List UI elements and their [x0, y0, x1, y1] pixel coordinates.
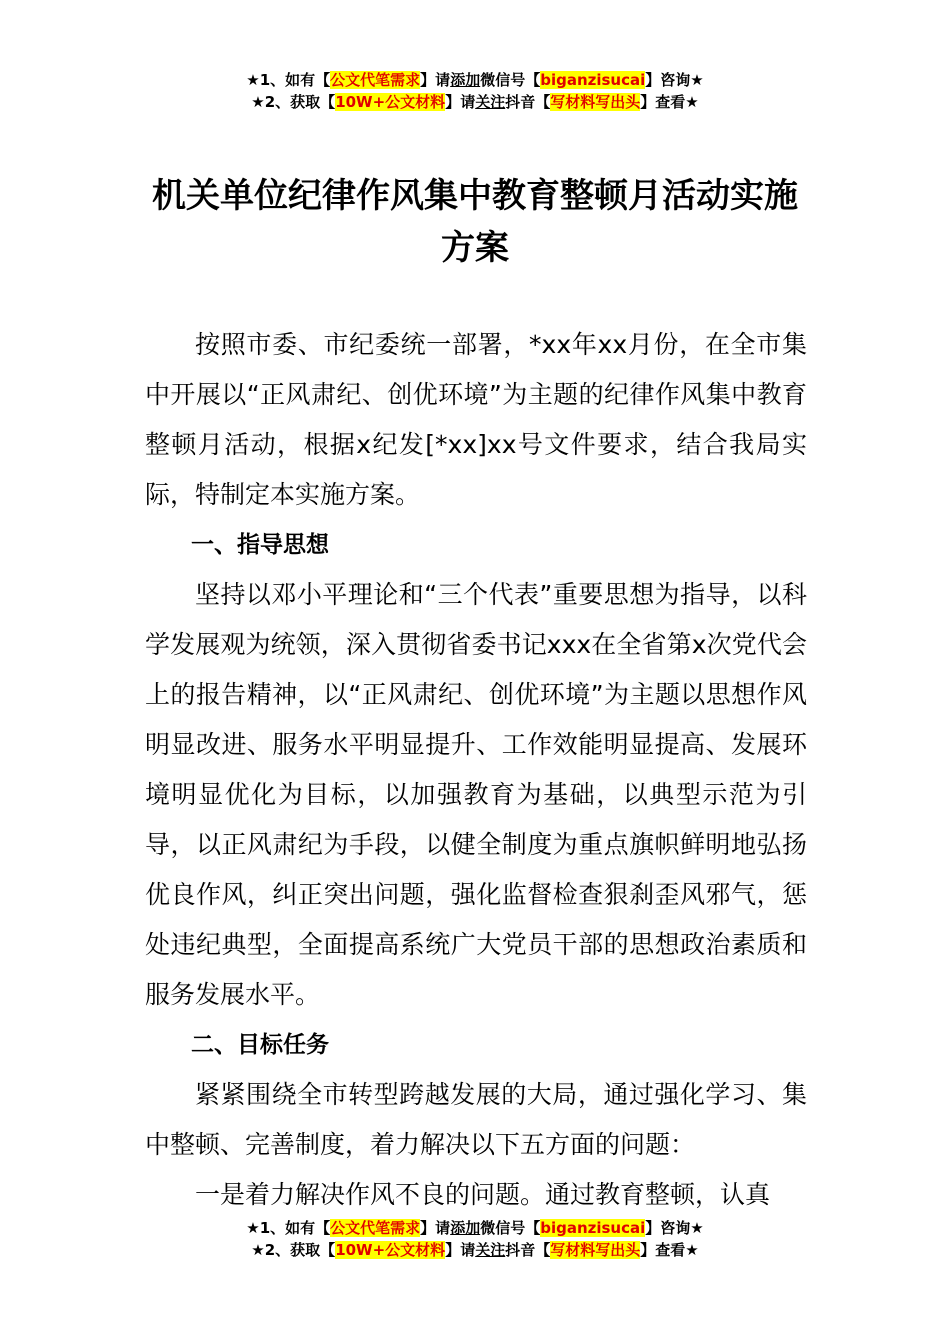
promo-text: 】请	[420, 71, 451, 89]
promo-underlined: 添加	[450, 71, 481, 89]
star-icon: ★	[246, 71, 260, 89]
intro-paragraph: 按照市委、市纪委统一部署，*xx年xx月份，在全市集中开展以“正风肃纪、创优环境”为主题的纪律作风集中教育整顿月活动，根据x纪发[*xx]xx号文件要求，结合我局实际，特制定本实施方案。	[145, 330, 807, 509]
star-icon: ★	[251, 93, 265, 111]
promo-line-2	[0, 91, 950, 113]
star-icon: ★	[246, 1219, 260, 1237]
promo-underlined: 关注	[475, 1241, 506, 1259]
highlight-materials: 10W+公文材料	[335, 1241, 446, 1259]
promo-line-1	[0, 69, 950, 91]
goals-paragraph: 紧紧围绕全市转型跨越发展的大局，通过强化学习、集中整顿、完善制度，着力解决以下五方面的问题：	[145, 1080, 807, 1159]
promo-text: 2、获取【	[264, 93, 336, 111]
promo-text: 】请	[445, 93, 476, 111]
promo-line-2	[0, 1239, 950, 1261]
section-heading-goals: 二、目标任务	[191, 1032, 329, 1058]
promo-header	[0, 69, 950, 113]
promo-underlined: 关注	[475, 93, 506, 111]
promo-text: 1、如有【	[259, 71, 331, 89]
promo-text: 】咨询★	[645, 71, 704, 89]
promo-text: 】查看★	[640, 1241, 699, 1259]
promo-underlined: 添加	[450, 1219, 481, 1237]
promo-footer	[0, 1217, 950, 1261]
promo-text: 微信号【	[480, 71, 541, 89]
promo-text: 】查看★	[640, 93, 699, 111]
guiding-thought-paragraph: 坚持以邓小平理论和“三个代表”重要思想为指导，以科学发展观为统领，深入贯彻省委书记xxx在全省第x次党代会上的报告精神，以“正风肃纪、创优环境”为主题以思想作风明显改进、服务水平明显提升、工作效能明显提高、发展环境明显优化为目标，以加强教育为基础，以典型示范为引导，以正风肃纪为手段，以健全制度为重点旗帜鲜明地弘扬优良作风，纠正突出问题，强化监督检查狠刹歪风邪气，惩处违纪典型，全面提高系统广大党员干部的思想政治素质和服务发展水平。	[145, 580, 807, 1009]
promo-text: 2、获取【	[264, 1241, 336, 1259]
highlight-service: 公文代笔需求	[330, 1219, 421, 1237]
section-heading-guiding-thought: 一、指导思想	[191, 532, 329, 558]
promo-text: 】请	[420, 1219, 451, 1237]
highlight-materials: 10W+公文材料	[335, 93, 446, 111]
promo-text: 微信号【	[480, 1219, 541, 1237]
goals-item-1: 一是着力解决作风不良的问题。通过教育整顿，认真	[195, 1180, 771, 1209]
highlight-service: 公文代笔需求	[330, 71, 421, 89]
star-icon: ★	[251, 1241, 265, 1259]
highlight-douyin-id: 写材料写出头	[550, 93, 641, 111]
promo-line-1	[0, 1217, 950, 1239]
highlight-wechat-id: biganzisucai	[540, 1219, 646, 1237]
promo-text: 】咨询★	[645, 1219, 704, 1237]
promo-text: 抖音【	[505, 93, 551, 111]
promo-text: 1、如有【	[259, 1219, 331, 1237]
document-title: 机关单位纪律作风集中教育整顿月活动实施方案	[152, 176, 798, 268]
highlight-douyin-id: 写材料写出头	[550, 1241, 641, 1259]
promo-text: 】请	[445, 1241, 476, 1259]
highlight-wechat-id: biganzisucai	[540, 71, 646, 89]
document-body	[145, 320, 807, 1220]
promo-text: 抖音【	[505, 1241, 551, 1259]
